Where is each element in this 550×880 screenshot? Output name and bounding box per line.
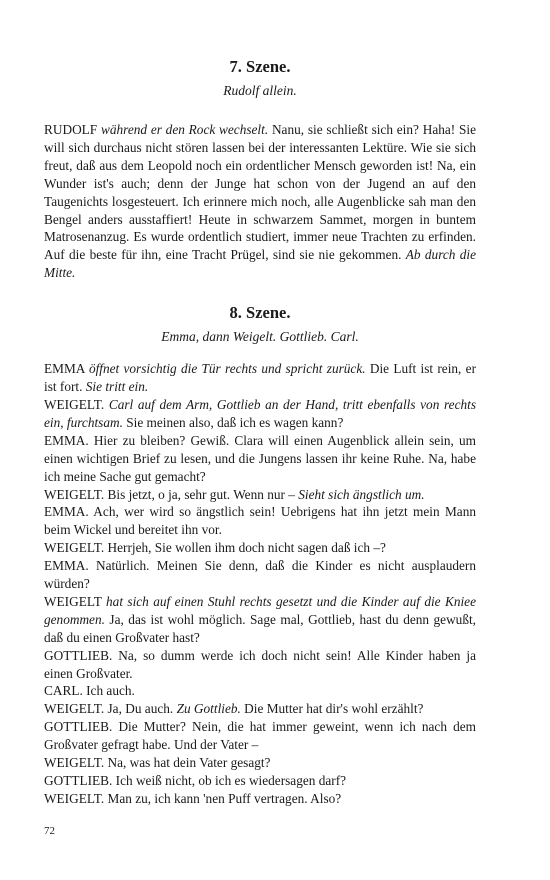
dialogue-line: WEIGELT. Bis jetzt, o ja, sehr gut. Wenn nur – Sieht sich ängstlich um. — [44, 486, 425, 502]
dialogue-line: GOTTLIEB. Die Mutter? Nein, die hat immer geweint, wenn ich nach dem Großvater gefragt habe. Und der Vater – — [44, 719, 476, 753]
dialogue-line: WEIGELT. Man zu, ich kann 'nen Puff vertragen. Also? — [44, 790, 342, 806]
dialogue-line: GOTTLIEB. Na, so dumm werde ich doch nicht sein! Alle Kinder haben ja einen Großvater. — [44, 647, 476, 681]
dialogue-line: EMMA. Natürlich. Meinen Sie denn, daß die Kinder es nicht ausplaudern würden? — [44, 558, 476, 592]
dialogue-line: EMMA öffnet vorsichtig die Tür rechts und spricht zurück. Die Luft ist rein, er ist fort. Sie tritt ein. — [44, 361, 476, 395]
dialogue-line: GOTTLIEB. Ich weiß nicht, ob ich es wiedersagen darf? — [44, 773, 347, 788]
scene-8-dialogue — [44, 360, 476, 808]
dialogue-line: WEIGELT. Na, was hat dein Vater gesagt? — [44, 755, 271, 771]
dialogue-line: WEIGELT. Carl auf dem Arm, Gottlieb an der Hand, tritt ebenfalls von rechts ein, furchtsam. Sie meinen also, daß ich es wagen kann? — [44, 396, 476, 430]
scene-8-subtitle: Emma, dann Weigelt. Gottlieb. Carl. — [161, 329, 359, 345]
dialogue-line: WEIGELT. Herrjeh, Sie wollen ihm doch nicht sagen daß ich –? — [44, 540, 386, 556]
scene-7-paragraph: RUDOLF während er den Rock wechselt. Nanu, sie schließt sich ein? Haha! Sie will sich durchaus nicht stören lassen bei der interessanten Lektüre. Wie sie sich freut, daß aus dem Leopold noch ein ordentlicher Mensch geworden ist! Na, ein Wunder ist's auch; denn der Junge hat schon von der Jugend an auf den Taugenichts losgesteuert. Ich erinnere mich noch, alle Augenblicke sah man den Bengel anders ausstaffiert! Heute in schwarzem Sammet, morgen in buntem Matrosenanzug. Es wurde ordentlich studiert, immer neue Trachten zu erfinden. Auf die beste für ihn, eine Tracht Prügel, sind sie nie gekommen. Ab durch die Mitte. — [44, 122, 477, 281]
scene-7-subtitle: Rudolf allein. — [223, 83, 297, 98]
dialogue-line: EMMA. Ach, wer wird so ängstlich sein! Uebrigens hat ihn jetzt mein Mann beim Wickel und bereitet ihn vor. — [44, 504, 476, 538]
scene-7-heading: 7. Szene. — [229, 57, 291, 76]
dialogue-line: CARL. Ich auch. — [44, 683, 135, 699]
page-body — [44, 56, 476, 808]
scene-8-heading: 8. Szene. — [229, 303, 291, 323]
dialogue-line: WEIGELT. Ja, Du auch. Zu Gottlieb. Die Mutter hat dir's wohl erzählt? — [44, 701, 424, 717]
dialogue-line: EMMA. Hier zu bleiben? Gewiß. Clara will einen Augenblick allein sein, um einen wichtigen Brief zu lesen, und die Jungens lassen ihr keine Ruhe. Na, habe ich meine Sache gut gemacht? — [44, 432, 476, 484]
dialogue-line: WEIGELT hat sich auf einen Stuhl rechts gesetzt und die Kinder auf die Kniee genommen. Ja, das ist wohl möglich. Sage mal, Gottlieb, hast du denn gewußt, daß du einen Großvater hast? — [44, 593, 476, 645]
page-number: 72 — [44, 825, 55, 837]
